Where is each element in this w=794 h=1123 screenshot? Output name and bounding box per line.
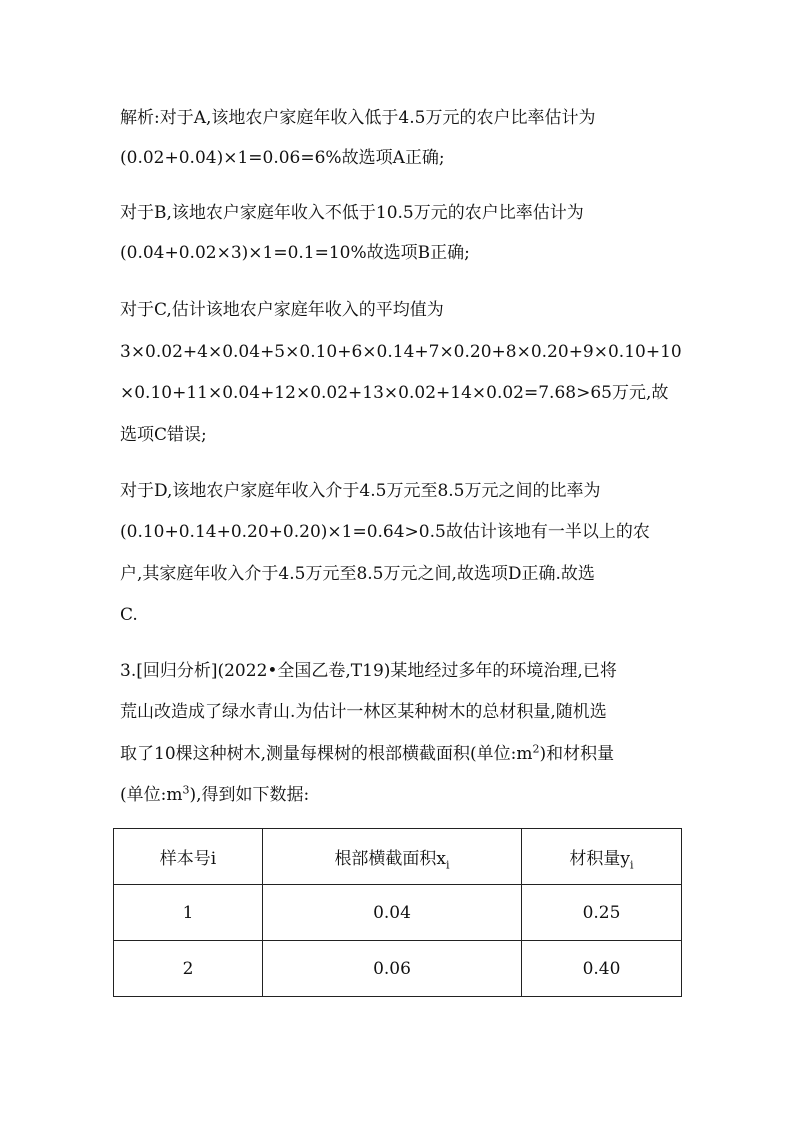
superscript-2: 2 [532,742,540,756]
table-row [114,941,682,997]
header-root-area-text: 根部横截面积x [334,849,447,869]
analysis-line-7: ×0.10+11×0.04+12×0.02+13×0.02+14×0.02=7.68>65万元,故 [120,383,669,403]
header-root-area [263,829,522,885]
question-line-3-text-end: )和材积量 [539,744,615,764]
cell-root-area: 0.06 [263,941,522,997]
analysis-line-1: 解析:对于A,该地农户家庭年收入低于4.5万元的农户比率估计为 [120,108,596,128]
analysis-line-12: C. [120,605,138,625]
analysis-line-6: 3×0.02+4×0.04+5×0.10+6×0.14+7×0.20+8×0.20+9×0.10+10 [120,342,682,362]
cell-sample-id: 2 [114,941,263,997]
analysis-line-9: 对于D,该地农户家庭年收入介于4.5万元至8.5万元之间的比率为 [120,481,601,501]
header-sample-id: 样本号i [114,829,263,885]
subscript-i: i [630,858,634,872]
cell-root-area: 0.04 [263,885,522,941]
cell-volume: 0.40 [522,941,682,997]
cell-sample-id: 1 [114,885,263,941]
analysis-line-11: 户,其家庭年收入介于4.5万元至8.5万元之间,故选项D正确.故选 [120,564,595,584]
question-line-4-text-end: ),得到如下数据: [189,785,310,805]
table-header-row [114,829,682,885]
cell-volume: 0.25 [522,885,682,941]
analysis-line-5: 对于C,估计该地农户家庭年收入的平均值为 [120,300,444,320]
analysis-line-3: 对于B,该地农户家庭年收入不低于10.5万元的农户比率估计为 [120,203,584,223]
analysis-line-4: (0.04+0.02×3)×1=0.1=10%故选项B正确; [120,243,470,263]
subscript-i: i [446,858,450,872]
question-line-3-text: 取了10棵这种树木,测量每棵树的根部横截面积(单位:m [120,744,533,764]
question-line-2: 荒山改造成了绿水青山.为估计一林区某种树木的总材积量,随机选 [120,702,607,722]
analysis-line-8: 选项C错误; [120,425,207,445]
question-line-3 [120,742,680,766]
question-line-4 [120,783,680,807]
analysis-line-2: (0.02+0.04)×1=0.06=6%故选项A正确; [120,148,445,168]
superscript-3: 3 [182,783,190,797]
question-line-4-text: (单位:m [120,785,183,805]
data-table [113,828,682,997]
header-volume [522,829,682,885]
table-row [114,885,682,941]
question-line-1: 3.[回归分析](2022•全国乙卷,T19)某地经过多年的环境治理,已将 [120,661,617,681]
header-volume-text: 材积量y [569,849,631,869]
analysis-line-10: (0.10+0.14+0.20+0.20)×1=0.64>0.5故估计该地有一半以上的农 [120,522,650,542]
